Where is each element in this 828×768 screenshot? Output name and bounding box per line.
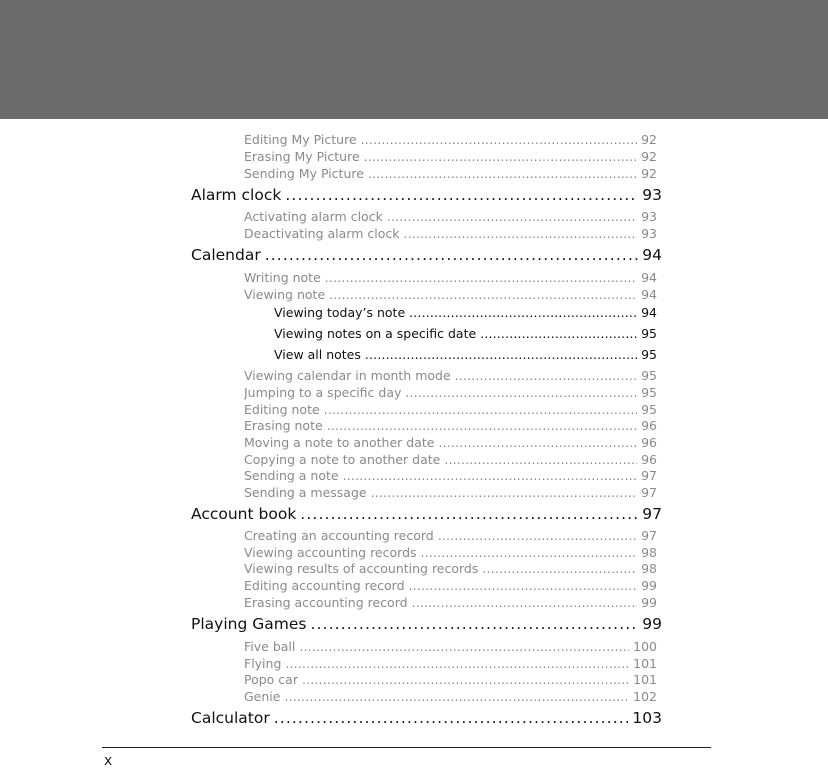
toc-page-number: 94 bbox=[641, 270, 657, 285]
toc-entry bbox=[244, 269, 657, 286]
toc-entry bbox=[274, 304, 657, 322]
toc-page-number: 94 bbox=[642, 246, 662, 264]
toc-dot-leader bbox=[409, 304, 637, 322]
toc-entry bbox=[244, 671, 657, 688]
toc-dot-leader bbox=[300, 503, 638, 525]
toc-entry-title: Calendar bbox=[191, 246, 261, 264]
toc-dot-leader bbox=[364, 148, 637, 165]
toc-page-number: 97 bbox=[641, 468, 657, 483]
toc-page-number: 93 bbox=[641, 209, 657, 224]
toc-entry-title: Account book bbox=[191, 505, 297, 523]
toc-chapter bbox=[191, 184, 662, 206]
toc-page-number: 95 bbox=[641, 368, 657, 383]
toc-entry bbox=[244, 165, 657, 182]
toc-dot-leader bbox=[285, 655, 629, 672]
toc-entry-title: Editing My Picture bbox=[244, 132, 357, 147]
page-number: x bbox=[104, 753, 113, 768]
toc-entry bbox=[244, 286, 657, 303]
toc-page-number: 98 bbox=[641, 545, 657, 560]
toc-entry bbox=[244, 688, 657, 705]
toc-dot-leader bbox=[409, 577, 638, 594]
toc-page-number: 101 bbox=[633, 672, 657, 687]
toc-entry-title: Viewing results of accounting records bbox=[244, 561, 479, 576]
toc-entry-title: Jumping to a specific day bbox=[244, 385, 402, 400]
toc-entry-title: Five ball bbox=[244, 639, 296, 654]
toc-entry bbox=[244, 208, 657, 225]
toc-entry-title: Editing accounting record bbox=[244, 578, 405, 593]
toc-dot-leader bbox=[421, 544, 638, 561]
toc-page-number: 95 bbox=[641, 385, 657, 400]
toc-entry-title: Viewing accounting records bbox=[244, 545, 417, 560]
toc-entry bbox=[244, 401, 657, 418]
toc-page-number: 94 bbox=[641, 287, 657, 302]
toc-entry bbox=[244, 655, 657, 672]
toc-entry bbox=[244, 451, 657, 468]
toc-page-number: 95 bbox=[641, 326, 657, 341]
toc-dot-leader bbox=[285, 184, 638, 206]
toc-entry bbox=[244, 594, 657, 611]
toc-dot-leader bbox=[405, 384, 637, 401]
toc-dot-leader bbox=[274, 707, 629, 729]
toc-entry-title: Erasing My Picture bbox=[244, 149, 360, 164]
toc-dot-leader bbox=[438, 434, 637, 451]
toc-entry-title: Viewing today’s note bbox=[274, 305, 406, 320]
toc-page-number: 101 bbox=[633, 656, 657, 671]
toc-page-number: 103 bbox=[632, 709, 662, 727]
toc-dot-leader bbox=[361, 131, 637, 148]
toc-dot-leader bbox=[302, 671, 629, 688]
toc-dot-leader bbox=[482, 560, 637, 577]
toc-entry bbox=[244, 417, 657, 434]
toc-chapter bbox=[191, 707, 662, 729]
toc-entry-title: Sending a note bbox=[244, 468, 339, 483]
toc-page-number: 99 bbox=[641, 595, 657, 610]
toc-page-number: 95 bbox=[641, 347, 657, 362]
toc-dot-leader bbox=[299, 638, 629, 655]
toc-entry-title: Playing Games bbox=[191, 615, 307, 633]
toc-entry-title: Flying bbox=[244, 656, 282, 671]
toc-dot-leader bbox=[343, 467, 638, 484]
toc-page-number: 93 bbox=[642, 186, 662, 204]
toc-entry bbox=[244, 577, 657, 594]
toc-chapter bbox=[191, 244, 662, 266]
toc-entry bbox=[274, 325, 657, 343]
toc-dot-leader bbox=[325, 269, 637, 286]
toc-entry-title: Copying a note to another date bbox=[244, 452, 441, 467]
toc-entry bbox=[274, 346, 657, 364]
toc-entry-title: Popo car bbox=[244, 672, 298, 687]
toc-entry-title: Erasing accounting record bbox=[244, 595, 408, 610]
toc-entry-title: Erasing note bbox=[244, 418, 323, 433]
toc-entry bbox=[244, 131, 657, 148]
toc-page-number: 97 bbox=[641, 528, 657, 543]
toc-entry bbox=[244, 484, 657, 501]
toc-page-number: 100 bbox=[633, 639, 657, 654]
toc-entry-title: Editing note bbox=[244, 402, 320, 417]
toc-dot-leader bbox=[438, 527, 637, 544]
toc-dot-leader bbox=[371, 484, 637, 501]
toc-entry-title: Alarm clock bbox=[191, 186, 282, 204]
toc-entry bbox=[244, 367, 657, 384]
toc-entry-title: Deactivating alarm clock bbox=[244, 226, 400, 241]
toc-dot-leader bbox=[412, 594, 638, 611]
toc-dot-leader bbox=[387, 208, 637, 225]
toc-entry-title: Writing note bbox=[244, 270, 321, 285]
toc-entry bbox=[244, 544, 657, 561]
toc-entry bbox=[244, 225, 657, 242]
toc-entry-title: View all notes bbox=[274, 347, 361, 362]
toc-entry bbox=[244, 434, 657, 451]
toc-entry-title: Sending a message bbox=[244, 485, 367, 500]
toc-chapter bbox=[191, 613, 662, 635]
toc-page-number: 94 bbox=[641, 305, 657, 320]
toc-dot-leader bbox=[368, 165, 637, 182]
toc-entry-title: Activating alarm clock bbox=[244, 209, 383, 224]
toc-page-number: 92 bbox=[641, 166, 657, 181]
toc-page-number: 96 bbox=[641, 435, 657, 450]
toc-entry bbox=[244, 467, 657, 484]
toc-entry-title: Sending My Picture bbox=[244, 166, 364, 181]
toc-entry bbox=[244, 560, 657, 577]
toc-entry-title: Viewing calendar in month mode bbox=[244, 368, 451, 383]
toc-dot-leader bbox=[403, 225, 637, 242]
toc-dot-leader bbox=[284, 688, 629, 705]
toc-page-number: 92 bbox=[641, 149, 657, 164]
toc-dot-leader bbox=[265, 244, 639, 266]
toc-dot-leader bbox=[365, 346, 637, 364]
toc-dot-leader bbox=[444, 451, 637, 468]
toc-page-number: 95 bbox=[641, 402, 657, 417]
toc-entry-title: Creating an accounting record bbox=[244, 528, 434, 543]
toc-page-number: 97 bbox=[641, 485, 657, 500]
toc-dot-leader bbox=[480, 325, 637, 343]
toc-dot-leader bbox=[455, 367, 637, 384]
toc-entry-title: Viewing note bbox=[244, 287, 326, 302]
toc-chapter bbox=[191, 503, 662, 525]
footer-rule bbox=[102, 747, 711, 748]
toc-dot-leader bbox=[324, 401, 637, 418]
toc-page-number: 97 bbox=[642, 505, 662, 523]
toc-dot-leader bbox=[310, 613, 638, 635]
toc-entry bbox=[244, 148, 657, 165]
toc-dot-leader bbox=[327, 417, 637, 434]
toc-entry bbox=[244, 527, 657, 544]
toc-page-number: 99 bbox=[641, 578, 657, 593]
toc-entry-title: Genie bbox=[244, 689, 281, 704]
toc-page-number: 99 bbox=[642, 615, 662, 633]
toc-page-number: 98 bbox=[641, 561, 657, 576]
toc-page-number: 102 bbox=[633, 689, 657, 704]
toc-page-number: 92 bbox=[641, 132, 657, 147]
toc-page-number: 93 bbox=[641, 226, 657, 241]
toc-entry-title: Calculator bbox=[191, 709, 270, 727]
toc-entry-title: Moving a note to another date bbox=[244, 435, 435, 450]
toc-entry bbox=[244, 384, 657, 401]
toc-entry bbox=[244, 638, 657, 655]
toc-page-number: 96 bbox=[641, 418, 657, 433]
toc-dot-leader bbox=[329, 286, 637, 303]
toc-page-number: 96 bbox=[641, 452, 657, 467]
toc-entry-title: Viewing notes on a specific date bbox=[274, 326, 477, 341]
